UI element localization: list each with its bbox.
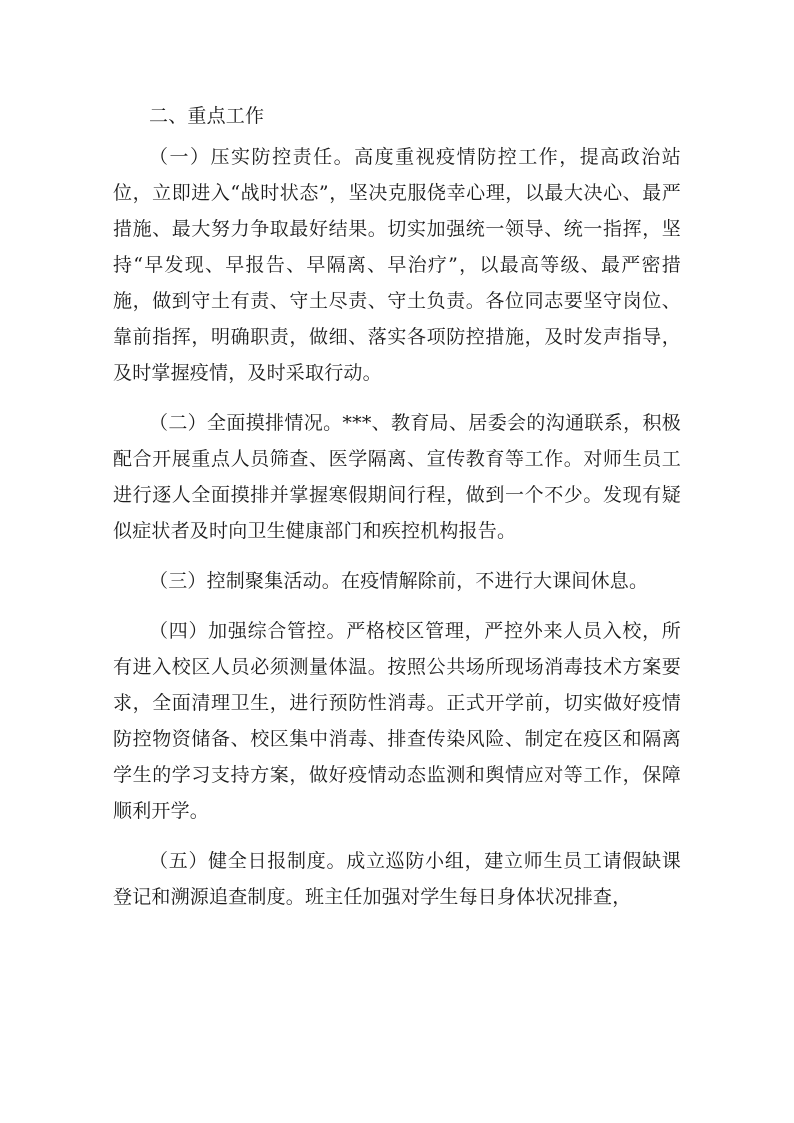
document-body — [113, 98, 681, 929]
section-heading: 二、重点工作 — [149, 105, 265, 127]
paragraph-1: （一）压实防控责任。高度重视疫情防控工作，提高政治站位，立即进入“战时状态”，坚决克服侥幸心理，以最大决心、最严措施、最大努力争取最好结果。切实加强统一领导、统一指挥，坚持“早发现、早报告、早隔离、早治疗”，以最高等级、最严密措施，做到守土有责、守土尽责、守土负责。各位同志要坚守岗位、靠前指挥，明确职责，做细、落实各项防控措施，及时发声指导，及时掌握疫情，及时采取行动。 — [113, 146, 681, 384]
paragraph-4: （四）加强综合管控。严格校区管理，严控外来人员入校，所有进入校区人员必须测量体温。按照公共场所现场消毒技术方案要求，全面清理卫生，进行预防性消毒。正式开学前，切实做好疫情防控物资储备、校区集中消毒、排查传染风险、制定在疫区和隔离学生的学习支持方案，做好疫情动态监测和舆情应对等工作，保障顺利开学。 — [113, 620, 681, 822]
paragraph-2: （二）全面摸排情况。***、教育局、居委会的沟通联系，积极配合开展重点人员筛查、医学隔离、宣传教育等工作。对师生员工进行逐人全面摸排并掌握寒假期间行程，做到一个不少。发现有疑似症状者及时向卫生健康部门和疾控机构报告。 — [113, 412, 681, 542]
paragraph-3: （三）控制聚集活动。在疫情解除前，不进行大课间休息。 — [149, 570, 649, 592]
paragraph-5: （五）健全日报制度。成立巡防小组，建立师生员工请假缺课登记和溯源追查制度。班主任加强对学生每日身体状况排查， — [113, 850, 681, 908]
